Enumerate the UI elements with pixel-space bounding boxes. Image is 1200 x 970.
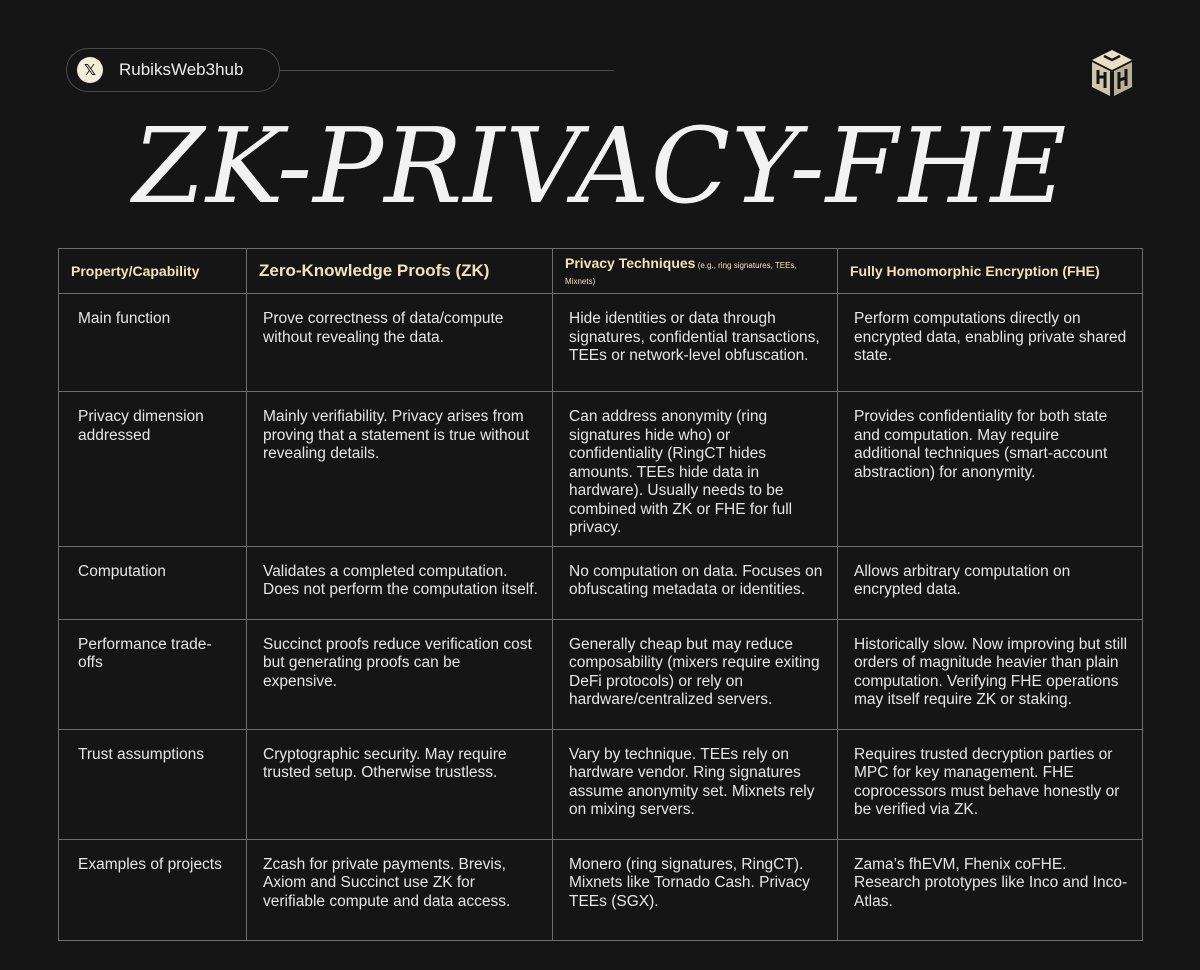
header-property: Property/Capability: [59, 249, 247, 294]
row-fhe: Allows arbitrary computation on encrypted data.: [838, 546, 1143, 619]
rubiks-web3-hub-logo-icon: [1088, 48, 1136, 98]
row-privacy: Vary by technique. TEEs rely on hardware vendor. Ring signatures assume anonymity set. Mixnets rely on mixing servers.: [553, 729, 838, 839]
row-privacy: Generally cheap but may reduce composability (mixers require exiting DeFi protocols) or rely on hardware/centralized servers.: [553, 619, 838, 729]
divider-line: [280, 70, 614, 71]
row-privacy: No computation on data. Focuses on obfuscating metadata or identities.: [553, 546, 838, 619]
table-header-row: [59, 249, 1143, 294]
comparison-table: [58, 248, 1143, 941]
row-property: Performance trade-offs: [59, 619, 247, 729]
header-zk: Zero-Knowledge Proofs (ZK): [247, 249, 553, 294]
row-privacy: Monero (ring signatures, RingCT). Mixnets like Tornado Cash. Privacy TEEs (SGX).: [553, 839, 838, 940]
header-fhe: Fully Homomorphic Encryption (FHE): [838, 249, 1143, 294]
table-row: [59, 546, 1143, 619]
row-zk: Zcash for private payments. Brevis, Axiom and Succinct use ZK for verifiable compute and data access.: [247, 839, 553, 940]
account-handle-pill[interactable]: [66, 48, 280, 92]
page-title: ZK-PRIVACY-FHE: [132, 105, 1068, 227]
row-zk: Succinct proofs reduce verification cost but generating proofs can be expensive.: [247, 619, 553, 729]
row-property: Privacy dimension addressed: [59, 392, 247, 547]
row-fhe: Provides confidentiality for both state and computation. May require additional techniques (smart-account abstraction) for anonymity.: [838, 392, 1143, 547]
table-row: [59, 839, 1143, 940]
row-zk: Mainly verifiability. Privacy arises from proving that a statement is true without revealing details.: [247, 392, 553, 547]
row-zk: Prove correctness of data/compute without revealing the data.: [247, 294, 553, 392]
row-zk: Cryptographic security. May require trusted setup. Otherwise trustless.: [247, 729, 553, 839]
x-logo-icon: 𝕏: [77, 57, 103, 83]
account-handle: RubiksWeb3hub: [119, 60, 244, 79]
row-property: Trust assumptions: [59, 729, 247, 839]
table-row: [59, 392, 1143, 547]
header-privacy: [553, 249, 838, 294]
row-property: Examples of projects: [59, 839, 247, 940]
table-row: [59, 294, 1143, 392]
row-fhe: Requires trusted decryption parties or MPC for key management. FHE coprocessors must behave honestly or be verified via ZK.: [838, 729, 1143, 839]
row-fhe: Historically slow. Now improving but still orders of magnitude heavier than plain computation. Verifying FHE operations may itself require ZK or staking.: [838, 619, 1143, 729]
table-row: [59, 619, 1143, 729]
row-property: Computation: [59, 546, 247, 619]
row-fhe: Zama’s fhEVM, Fhenix coFHE. Research prototypes like Inco and Inco-Atlas.: [838, 839, 1143, 940]
row-property: Main function: [59, 294, 247, 392]
table-row: [59, 729, 1143, 839]
header-privacy-examples: (e.g., ring signatures, TEEs, Mixnets): [565, 261, 797, 286]
header-privacy-label: Privacy Techniques: [565, 255, 696, 271]
row-privacy: Hide identities or data through signatures, confidential transactions, TEEs or network-level obfuscation.: [553, 294, 838, 392]
row-zk: Validates a completed computation. Does not perform the computation itself.: [247, 546, 553, 619]
row-privacy: Can address anonymity (ring signatures hide who) or confidentiality (RingCT hides amounts. TEEs hide data in hardware). Usually needs to be combined with ZK or FHE for full privacy.: [553, 392, 838, 547]
row-fhe: Perform computations directly on encrypted data, enabling private shared state.: [838, 294, 1143, 392]
